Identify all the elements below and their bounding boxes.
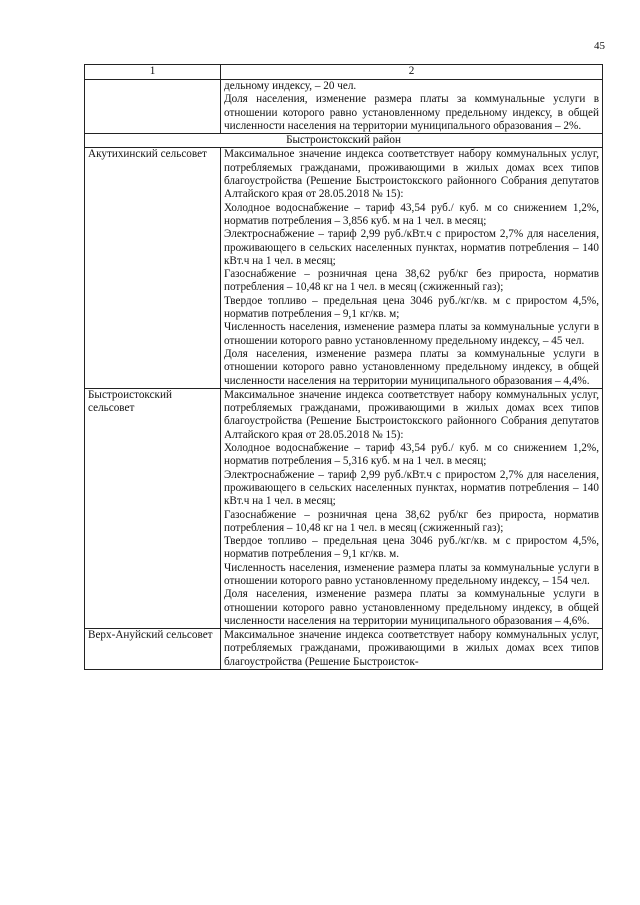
column-number-2: 2	[221, 65, 603, 80]
paragraph: Доля населения, изменение размера платы за коммунальные услуги в отношении которого равно установленному предельному индексу, в общей численности населения на территории муниципального образования – 4,4%.	[224, 347, 599, 387]
paragraph: Численность населения, изменение размера платы за коммунальные услуги в отношении которого равно установленному предельному индексу, – 45 чел.	[224, 321, 599, 347]
paragraph: Газоснабжение – розничная цена 38,62 руб/кг без прироста, норматив потребления – 10,48 кг на 1 чел. в месяц (сжиженный газ);	[224, 268, 599, 294]
district-title: Быстроистокский район	[85, 134, 603, 148]
paragraph: Электроснабжение – тариф 2,99 руб./кВт.ч с приростом 2,7% для населения, проживающего в сельских населенных пунктах, норматив потребления – 140 кВт.ч на 1 чел. в месяц;	[224, 228, 599, 267]
continued-name-cell	[85, 80, 221, 134]
settlement-details	[221, 388, 603, 628]
paragraph: Твердое топливо – предельная цена 3046 руб./кг/кв. м с приростом 4,5%, норматив потребления – 9,1 кг/кв. м.	[224, 535, 599, 561]
table-row	[85, 629, 603, 670]
table-row	[85, 80, 603, 134]
paragraph: Численность населения, изменение размера платы за коммунальные услуги в отношении которого равно установленному предельному индексу, – 154 чел.	[224, 561, 599, 587]
paragraph: Холодное водоснабжение – тариф 43,54 руб./ куб. м со снижением 1,2%, норматив потребления – 3,856 куб. м на 1 чел. в месяц;	[224, 201, 599, 227]
paragraph: Доля населения, изменение размера платы за коммунальные услуги в отношении которого равно установленному предельному индексу, в общей численности населения на территории муниципального образования – 2%.	[224, 93, 599, 132]
document-table	[84, 64, 603, 670]
paragraph: Твердое топливо – предельная цена 3046 руб./кг/кв. м с приростом 4,5%, норматив потребления – 9,1 кг/кв. м;	[224, 294, 599, 321]
settlement-details	[221, 148, 603, 388]
paragraph: дельному индексу, – 20 чел.	[224, 80, 357, 92]
paragraph: Газоснабжение – розничная цена 38,62 руб/кг без прироста, норматив потребления – 10,48 кг на 1 чел. в месяц (сжиженный газ);	[224, 508, 599, 534]
continued-text-cell	[221, 80, 603, 134]
settlement-name: Быстроистокский сельсовет	[85, 388, 221, 628]
paragraph: Холодное водоснабжение – тариф 43,54 руб./ куб. м со снижением 1,2%, норматив потребления – 5,316 куб. м на 1 чел. в месяц;	[224, 442, 599, 468]
table-row	[85, 388, 603, 628]
paragraph: Максимальное значение индекса соответствует набору коммунальных услуг, потребляемых гражданами, проживающими в жилых домах всех типов благоустройства (Решение Быстроистокского районного Собрания депутатов Алтайского края от 28.05.2018 № 15):	[224, 148, 599, 201]
paragraph: Максимальное значение индекса соответствует набору коммунальных услуг, потребляемых гражданами, проживающими в жилых домах всех типов благоустройства (Решение Быстроисток-	[224, 629, 599, 668]
column-number-1: 1	[85, 65, 221, 80]
page-number: 45	[594, 40, 605, 52]
paragraph: Электроснабжение – тариф 2,99 руб./кВт.ч с приростом 2,7% для населения, проживающего в сельских населенных пунктах, норматив потребления – 140 кВт.ч на 1 чел. в месяц;	[224, 468, 599, 508]
table-header-row	[85, 65, 603, 80]
settlement-name: Верх-Ануйский сельсовет	[85, 629, 221, 670]
table-row	[85, 148, 603, 388]
district-header-row	[85, 134, 603, 148]
paragraph: Максимальное значение индекса соответствует набору коммунальных услуг, потребляемых гражданами, проживающими в жилых домах всех типов благоустройства (Решение Быстроистокского районного Собрания депутатов Алтайского края от 28.05.2018 № 15):	[224, 388, 599, 441]
settlement-details	[221, 629, 603, 670]
settlement-name: Акутихинский сельсовет	[85, 148, 221, 388]
paragraph: Доля населения, изменение размера платы за коммунальные услуги в отношении которого равно установленному предельному индексу, в общей численности населения на территории муниципального образования – 4,6%.	[224, 588, 599, 627]
